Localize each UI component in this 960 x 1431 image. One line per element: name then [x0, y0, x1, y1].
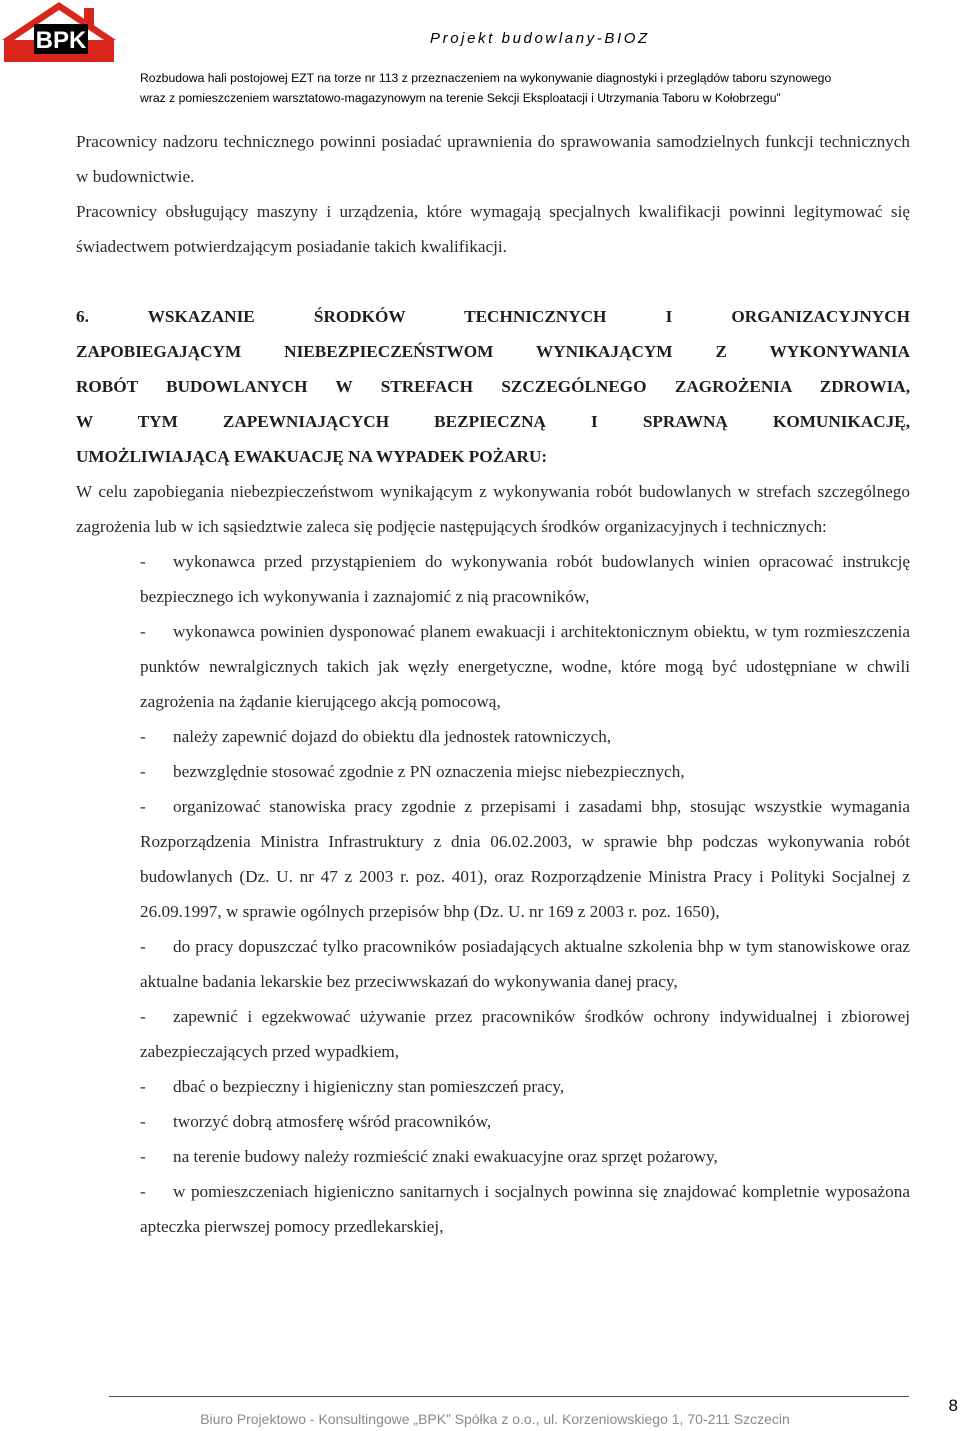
section-heading [76, 299, 910, 474]
spacer [76, 264, 910, 299]
list-item [140, 1139, 910, 1174]
list-item [140, 999, 910, 1069]
list-item-text: zapewnić i egzekwować używanie przez pracowników środków ochrony indywidualnej i zbiorowej zabezpieczających przed wypadkiem, [140, 1007, 910, 1061]
list-dash: - [140, 1147, 146, 1166]
list-item [140, 719, 910, 754]
list-item [140, 754, 910, 789]
section-heading-line: 6. WSKAZANIE ŚRODKÓW TECHNICZNYCH I ORGANIZACYJNYCH [76, 307, 910, 326]
list-dash: - [140, 797, 146, 816]
project-description-line-1: Rozbudowa hali postojowej EZT na torze nr 113 z przeznaczeniem na wykonywanie diagnostyki i przeglądów taboru szynowego [140, 71, 832, 85]
list-item [140, 929, 910, 999]
list-dash: - [140, 937, 146, 956]
list-item-text: organizować stanowiska pracy zgodnie z przepisami i zasadami bhp, stosując wszystkie wymagania Rozporządzenia Ministra Infrastruktury z dnia 06.02.2003, w sprawie bhp podczas wykonywania robót budowlanych (Dz. U. nr 47 z 2003 r. poz. 401), oraz Rozporządzenie Ministra Pracy i Polityki Socjalnej z 26.09.1997, w sprawie ogólnych przepisów bhp (Dz. U. nr 169 z 2003 r. poz. 1650), [140, 797, 910, 921]
list-dash: - [140, 1077, 146, 1096]
measures-list [76, 544, 910, 1244]
list-item-text: należy zapewnić dojazd do obiektu dla jednostek ratowniczych, [173, 727, 612, 746]
list-item-text: tworzyć dobrą atmosferę wśród pracowników, [173, 1112, 492, 1131]
section-heading-line: ROBÓT BUDOWLANYCH W STREFACH SZCZEGÓLNEGO ZAGROŻENIA ZDROWIA, [76, 377, 910, 396]
list-item [140, 1174, 910, 1244]
list-dash: - [140, 552, 146, 571]
list-item-text: bezwzględnie stosować zgodnie z PN oznaczenia miejsc niebezpiecznych, [173, 762, 685, 781]
section-intro: W celu zapobiegania niebezpieczeństwom wynikającym z wykonywania robót budowlanych w strefach szczególnego zagrożenia lub w ich sąsiedztwie zaleca się podjęcie następujących środków organizacyjnych i technicznych: [76, 482, 910, 536]
logo-text: BPK [35, 27, 87, 54]
project-title: Projekt budowlany-BIOZ [430, 30, 650, 47]
list-item [140, 1104, 910, 1139]
footer-company-address: Biuro Projektowo - Konsultingowe „BPK” Spółka z o.o., ul. Korzeniowskiego 1, 70-211 Szczecin [200, 1411, 790, 1427]
list-dash: - [140, 727, 146, 746]
list-dash: - [140, 622, 146, 641]
list-dash: - [140, 1182, 146, 1201]
project-description-line-2: wraz z pomieszczeniem warsztatowo-magazynowym na terenie Sekcji Eksploatacji i Utrzymania Taboru w Kołobrzegu” [140, 91, 781, 105]
page-number: 8 [948, 1396, 958, 1415]
list-item-text: wykonawca przed przystąpieniem do wykonywania robót budowlanych winien opracować instrukcję bezpiecznego ich wykonywania i zaznajomić z nią pracowników, [140, 552, 910, 606]
list-item [140, 614, 910, 719]
company-logo [0, 0, 118, 64]
section-heading-line: ZAPOBIEGAJĄCYM NIEBEZPIECZEŃSTWOM WYNIKAJĄCYM Z WYKONYWANIA [76, 342, 910, 361]
section-heading-line: UMOŻLIWIAJĄCĄ EWAKUACJĘ NA WYPADEK POŻARU: [76, 447, 548, 466]
section-heading-line: W TYM ZAPEWNIAJĄCYCH BEZPIECZNĄ I SPRAWNĄ KOMUNIKACJĘ, [76, 412, 910, 431]
list-dash: - [140, 1007, 146, 1026]
list-item-text: na terenie budowy należy rozmieścić znaki ewakuacyjne oraz sprzęt pożarowy, [173, 1147, 718, 1166]
list-item [140, 544, 910, 614]
list-item [140, 1069, 910, 1104]
list-item-text: wykonawca powinien dysponować planem ewakuacji i architektonicznym obiektu, w tym rozmieszczenia punktów newralgicznych takich jak węzły energetyczne, wodne, które mogą być udostępniane w chwili zagrożenia na żądanie kierującego akcją pomocową, [140, 622, 910, 711]
list-item [140, 789, 910, 929]
footer-divider [109, 1396, 909, 1397]
project-description [140, 68, 930, 108]
list-dash: - [140, 1112, 146, 1131]
list-item-text: do pracy dopuszczać tylko pracowników posiadających aktualne szkolenia bhp w tym stanowiskowe oraz aktualne badania lekarskie bez przeciwwskazań do wykonywania danej pracy, [140, 937, 910, 991]
document-body [76, 124, 910, 1244]
paragraph-machine-operators: Pracownicy obsługujący maszyny i urządzenia, które wymagają specjalnych kwalifikacji powinni legitymować się świadectwem potwierdzającym posiadanie takich kwalifikacji. [76, 202, 910, 256]
list-item-text: dbać o bezpieczny i higieniczny stan pomieszczeń pracy, [173, 1077, 565, 1096]
list-dash: - [140, 762, 146, 781]
bpk-logo-graphic [0, 0, 118, 64]
paragraph-supervision: Pracownicy nadzoru technicznego powinni posiadać uprawnienia do sprawowania samodzielnych funkcji technicznych w budownictwie. [76, 132, 910, 186]
list-item-text: w pomieszczeniach higieniczno sanitarnych i socjalnych powinna się znajdować kompletnie wyposażona apteczka pierwszej pomocy przedlekarskiej, [140, 1182, 910, 1236]
